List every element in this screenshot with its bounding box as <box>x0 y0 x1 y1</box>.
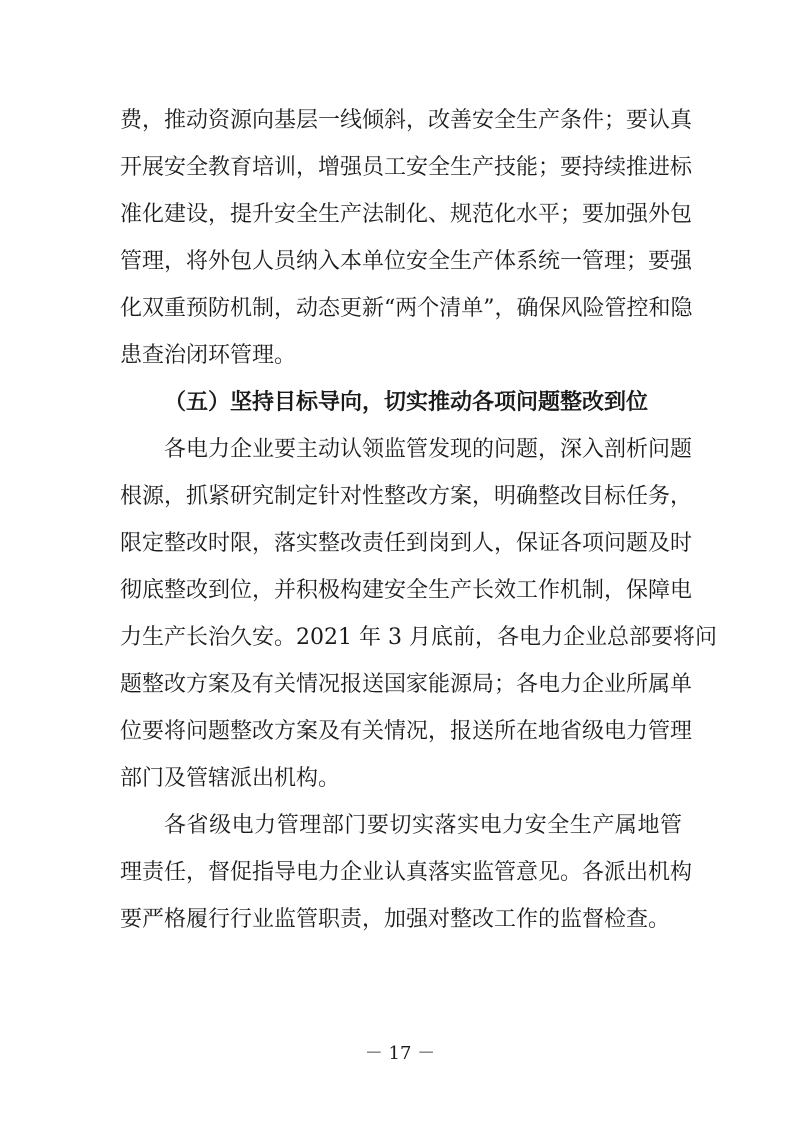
text-line: 费，推动资源向基层一线倾斜，改善安全生产条件；要认真 <box>120 108 693 133</box>
text-line: 患查治闭环管理。 <box>120 343 297 368</box>
text-line: 准化建设，提升安全生产法制化、规范化水平；要加强外包 <box>120 202 693 227</box>
paragraph-continued <box>120 97 693 379</box>
section-heading: （五）坚持目标导向，切实推动各项问题整改到位 <box>164 390 649 415</box>
paragraph-supervision <box>120 802 693 943</box>
text-line: 位要将问题整改方案及有关情况，报送所在地省级电力管理 <box>120 719 693 744</box>
text-line: 部门及管辖派出机构。 <box>120 766 341 791</box>
text-line: 题整改方案及有关情况报送国家能源局；各电力企业所属单 <box>120 672 693 697</box>
document-body <box>120 97 717 943</box>
text-line: 管理，将外包人员纳入本单位安全生产体系统一管理；要强 <box>120 249 693 274</box>
text-line: 各省级电力管理部门要切实落实电力安全生产属地管 <box>164 813 682 838</box>
text-line: 彻底整改到位，并积极构建安全生产长效工作机制，保障电 <box>120 578 693 603</box>
text-line: 理责任，督促指导电力企业认真落实监管意见。各派出机构 <box>120 860 693 885</box>
text-line: 要严格履行行业监管职责，加强对整改工作的监督检查。 <box>120 907 671 932</box>
text-line: 开展安全教育培训，增强员工安全生产技能；要持续推进标 <box>120 155 693 180</box>
text-line: 各电力企业要主动认领监管发现的问题，深入剖析问题 <box>164 437 693 462</box>
text-line: 限定整改时限，落实整改责任到岗到人，保证各项问题及时 <box>120 531 693 556</box>
text-line: 根源，抓紧研究制定针对性整改方案，明确整改目标任务， <box>120 484 693 509</box>
paragraph-rectification <box>120 426 717 802</box>
page-number: － 17 － <box>364 1043 436 1064</box>
text-line: 化双重预防机制，动态更新“两个清单”，确保风险管控和隐 <box>120 296 693 321</box>
text-line: 力生产长治久安。2021 年 3 月底前，各电力企业总部要将问 <box>120 625 717 650</box>
